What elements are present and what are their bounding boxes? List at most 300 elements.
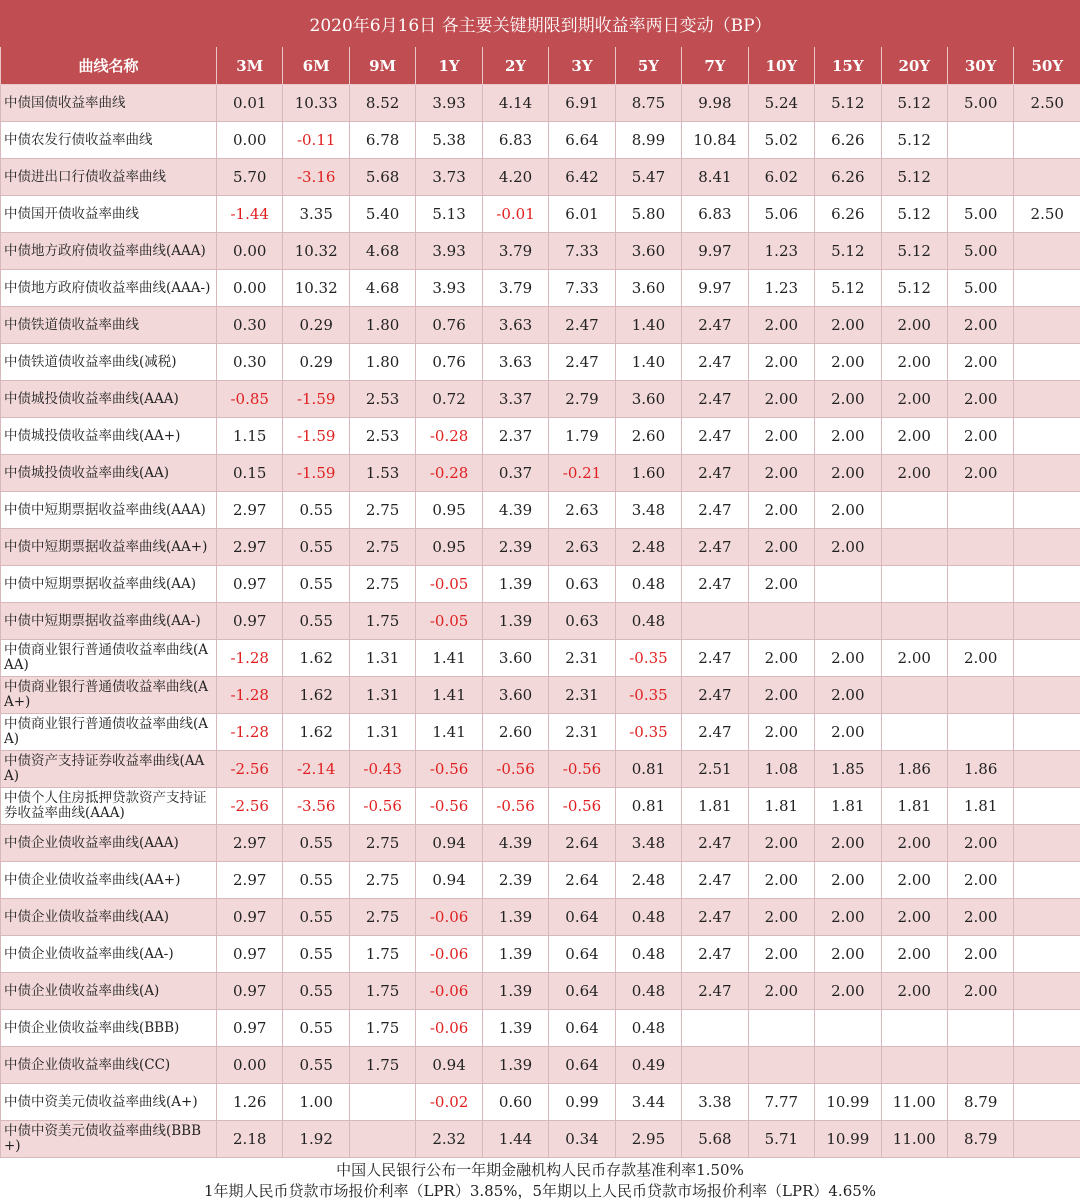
value-cell-1y: -0.56 xyxy=(416,751,482,788)
value-cell-1y: 3.73 xyxy=(416,159,482,196)
value-cell-1y: -0.06 xyxy=(416,899,482,936)
value-cell-30y xyxy=(947,492,1013,529)
value-cell-30y xyxy=(947,1047,1013,1084)
value-cell-50y xyxy=(1014,381,1080,418)
value-cell-6m: 0.55 xyxy=(283,492,349,529)
value-cell-20y xyxy=(881,603,947,640)
value-cell-1y: 3.93 xyxy=(416,270,482,307)
value-cell-9m: 1.75 xyxy=(349,973,415,1010)
value-cell-15y: 2.00 xyxy=(815,381,881,418)
value-cell-7y: 2.47 xyxy=(682,492,748,529)
value-cell-50y: 2.50 xyxy=(1014,85,1080,122)
value-cell-9m: -0.56 xyxy=(349,788,415,825)
value-cell-6m: 0.55 xyxy=(283,1047,349,1084)
table-row xyxy=(1,936,1080,973)
table-row xyxy=(1,344,1080,381)
value-cell-2y: 3.60 xyxy=(482,640,548,677)
value-cell-5y: 1.60 xyxy=(615,455,681,492)
value-cell-2y: 4.14 xyxy=(482,85,548,122)
value-cell-20y: 5.12 xyxy=(881,196,947,233)
value-cell-10y: 2.00 xyxy=(748,529,814,566)
value-cell-6m: -1.59 xyxy=(283,381,349,418)
value-cell-5y: 8.75 xyxy=(615,85,681,122)
value-cell-20y: 2.00 xyxy=(881,418,947,455)
value-cell-10y: 2.00 xyxy=(748,455,814,492)
value-cell-10y: 2.00 xyxy=(748,492,814,529)
table-row xyxy=(1,307,1080,344)
column-header-30y: 30Y xyxy=(947,47,1013,85)
curve-name-cell: 中债商业银行普通债收益率曲线(AA+) xyxy=(1,677,217,714)
value-cell-50y xyxy=(1014,418,1080,455)
value-cell-6m: 0.55 xyxy=(283,973,349,1010)
value-cell-20y: 2.00 xyxy=(881,936,947,973)
value-cell-2y: 1.44 xyxy=(482,1121,548,1158)
value-cell-20y: 11.00 xyxy=(881,1084,947,1121)
value-cell-5y: 0.48 xyxy=(615,936,681,973)
value-cell-3y: 2.47 xyxy=(549,307,615,344)
value-cell-7y: 2.47 xyxy=(682,899,748,936)
value-cell-20y: 2.00 xyxy=(881,640,947,677)
value-cell-15y: 2.00 xyxy=(815,455,881,492)
value-cell-3m: 0.15 xyxy=(217,455,283,492)
value-cell-5y: 5.47 xyxy=(615,159,681,196)
value-cell-20y: 2.00 xyxy=(881,973,947,1010)
value-cell-3m: -0.85 xyxy=(217,381,283,418)
value-cell-7y: 9.97 xyxy=(682,233,748,270)
value-cell-9m: 1.80 xyxy=(349,307,415,344)
value-cell-6m: 1.62 xyxy=(283,640,349,677)
value-cell-50y xyxy=(1014,640,1080,677)
value-cell-20y: 1.86 xyxy=(881,751,947,788)
curve-name-cell: 中债企业债收益率曲线(AA) xyxy=(1,899,217,936)
value-cell-30y xyxy=(947,529,1013,566)
value-cell-3y: 6.01 xyxy=(549,196,615,233)
value-cell-15y: 2.00 xyxy=(815,899,881,936)
value-cell-1y: 1.41 xyxy=(416,677,482,714)
value-cell-7y xyxy=(682,1047,748,1084)
value-cell-5y: 3.44 xyxy=(615,1084,681,1121)
value-cell-7y: 2.47 xyxy=(682,418,748,455)
value-cell-15y: 2.00 xyxy=(815,936,881,973)
value-cell-9m: 5.40 xyxy=(349,196,415,233)
value-cell-20y: 2.00 xyxy=(881,307,947,344)
value-cell-9m: 1.75 xyxy=(349,1010,415,1047)
value-cell-3m: 0.97 xyxy=(217,566,283,603)
table-row xyxy=(1,1084,1080,1121)
value-cell-30y: 5.00 xyxy=(947,270,1013,307)
value-cell-1y: 5.13 xyxy=(416,196,482,233)
curve-name-cell: 中债企业债收益率曲线(A) xyxy=(1,973,217,1010)
curve-name-cell: 中债商业银行普通债收益率曲线(AA) xyxy=(1,714,217,751)
value-cell-7y: 9.97 xyxy=(682,270,748,307)
value-cell-3m: -2.56 xyxy=(217,788,283,825)
table-row xyxy=(1,1121,1080,1158)
value-cell-5y: 8.99 xyxy=(615,122,681,159)
value-cell-50y xyxy=(1014,455,1080,492)
value-cell-2y: -0.56 xyxy=(482,751,548,788)
curve-name-cell: 中债中短期票据收益率曲线(AAA) xyxy=(1,492,217,529)
value-cell-30y: 2.00 xyxy=(947,936,1013,973)
value-cell-15y: 2.00 xyxy=(815,862,881,899)
column-header-row xyxy=(1,47,1080,85)
value-cell-50y xyxy=(1014,825,1080,862)
value-cell-30y: 2.00 xyxy=(947,381,1013,418)
value-cell-2y: 2.37 xyxy=(482,418,548,455)
value-cell-9m: 1.31 xyxy=(349,677,415,714)
value-cell-9m: 1.75 xyxy=(349,1047,415,1084)
column-header-1y: 1Y xyxy=(416,47,482,85)
value-cell-9m: 1.31 xyxy=(349,640,415,677)
value-cell-50y xyxy=(1014,307,1080,344)
value-cell-30y xyxy=(947,1010,1013,1047)
value-cell-2y: 1.39 xyxy=(482,899,548,936)
value-cell-5y: 0.81 xyxy=(615,788,681,825)
value-cell-15y: 6.26 xyxy=(815,159,881,196)
value-cell-5y: 5.80 xyxy=(615,196,681,233)
footnote-line: 1年期人民币贷款市场报价利率（LPR）3.85%，5年期以上人民币贷款市场报价利率（LPR）4.65% xyxy=(203,1182,877,1200)
value-cell-3y: 2.47 xyxy=(549,344,615,381)
value-cell-6m: 0.55 xyxy=(283,825,349,862)
table-row xyxy=(1,899,1080,936)
table-row xyxy=(1,714,1080,751)
value-cell-20y: 2.00 xyxy=(881,899,947,936)
value-cell-3m: -1.44 xyxy=(217,196,283,233)
value-cell-9m: 1.31 xyxy=(349,714,415,751)
value-cell-15y: 2.00 xyxy=(815,973,881,1010)
value-cell-50y xyxy=(1014,1047,1080,1084)
value-cell-2y: 1.39 xyxy=(482,936,548,973)
value-cell-5y: 3.48 xyxy=(615,825,681,862)
value-cell-6m: -1.59 xyxy=(283,455,349,492)
value-cell-2y: 1.39 xyxy=(482,603,548,640)
table-row xyxy=(1,529,1080,566)
value-cell-5y: -0.35 xyxy=(615,677,681,714)
curve-name-cell: 中债中短期票据收益率曲线(AA) xyxy=(1,566,217,603)
value-cell-3y: 2.64 xyxy=(549,862,615,899)
value-cell-2y: 2.39 xyxy=(482,529,548,566)
table-row xyxy=(1,492,1080,529)
value-cell-3m: 1.26 xyxy=(217,1084,283,1121)
value-cell-50y xyxy=(1014,677,1080,714)
value-cell-10y xyxy=(748,1010,814,1047)
value-cell-3y: -0.56 xyxy=(549,788,615,825)
table-row xyxy=(1,603,1080,640)
value-cell-2y: 4.39 xyxy=(482,825,548,862)
column-header-curve-name: 曲线名称 xyxy=(1,47,217,85)
value-cell-10y xyxy=(748,1047,814,1084)
value-cell-10y: 2.00 xyxy=(748,714,814,751)
value-cell-7y: 2.47 xyxy=(682,714,748,751)
value-cell-15y: 5.12 xyxy=(815,85,881,122)
value-cell-9m: 2.75 xyxy=(349,825,415,862)
curve-name-cell: 中债铁道债收益率曲线(减税) xyxy=(1,344,217,381)
value-cell-3m: 0.97 xyxy=(217,603,283,640)
value-cell-5y: 2.48 xyxy=(615,529,681,566)
curve-name-cell: 中债地方政府债收益率曲线(AAA) xyxy=(1,233,217,270)
value-cell-3y: 6.42 xyxy=(549,159,615,196)
value-cell-3y: 7.33 xyxy=(549,270,615,307)
curve-name-cell: 中债资产支持证券收益率曲线(AAA) xyxy=(1,751,217,788)
value-cell-10y: 2.00 xyxy=(748,381,814,418)
value-cell-3y: 0.64 xyxy=(549,899,615,936)
value-cell-30y xyxy=(947,159,1013,196)
table-row xyxy=(1,862,1080,899)
value-cell-1y: -0.56 xyxy=(416,788,482,825)
value-cell-20y xyxy=(881,492,947,529)
value-cell-50y xyxy=(1014,862,1080,899)
value-cell-30y: 2.00 xyxy=(947,973,1013,1010)
value-cell-50y xyxy=(1014,344,1080,381)
column-header-10y: 10Y xyxy=(748,47,814,85)
value-cell-3m: 0.00 xyxy=(217,233,283,270)
value-cell-6m: 0.29 xyxy=(283,344,349,381)
value-cell-6m: 1.62 xyxy=(283,677,349,714)
column-header-9m: 9M xyxy=(349,47,415,85)
value-cell-20y xyxy=(881,677,947,714)
value-cell-5y: 2.48 xyxy=(615,862,681,899)
value-cell-10y: 1.81 xyxy=(748,788,814,825)
value-cell-10y: 2.00 xyxy=(748,899,814,936)
value-cell-9m: 6.78 xyxy=(349,122,415,159)
value-cell-50y xyxy=(1014,751,1080,788)
table-title: 2020年6月16日 各主要关键期限到期收益率两日变动（BP） xyxy=(1,1,1080,47)
value-cell-2y: 0.37 xyxy=(482,455,548,492)
value-cell-5y: 0.81 xyxy=(615,751,681,788)
value-cell-9m xyxy=(349,1084,415,1121)
value-cell-3y: 0.99 xyxy=(549,1084,615,1121)
table-row xyxy=(1,233,1080,270)
value-cell-5y: 3.48 xyxy=(615,492,681,529)
value-cell-1y: 0.76 xyxy=(416,307,482,344)
value-cell-30y: 2.00 xyxy=(947,825,1013,862)
value-cell-7y: 2.47 xyxy=(682,455,748,492)
value-cell-50y xyxy=(1014,529,1080,566)
value-cell-3y: 0.64 xyxy=(549,936,615,973)
value-cell-6m: 10.32 xyxy=(283,233,349,270)
value-cell-10y: 2.00 xyxy=(748,307,814,344)
value-cell-5y: 0.48 xyxy=(615,1010,681,1047)
value-cell-10y xyxy=(748,603,814,640)
column-header-3m: 3M xyxy=(217,47,283,85)
value-cell-7y: 2.47 xyxy=(682,344,748,381)
value-cell-50y xyxy=(1014,492,1080,529)
footnote-line: 中国人民银行公布一年期金融机构人民币存款基准利率1.50% xyxy=(336,1161,744,1179)
value-cell-7y: 2.47 xyxy=(682,381,748,418)
value-cell-3m: 0.00 xyxy=(217,122,283,159)
value-cell-6m: -1.59 xyxy=(283,418,349,455)
value-cell-10y: 1.08 xyxy=(748,751,814,788)
value-cell-9m: 8.52 xyxy=(349,85,415,122)
column-header-5y: 5Y xyxy=(615,47,681,85)
value-cell-50y xyxy=(1014,1010,1080,1047)
value-cell-3y: 1.79 xyxy=(549,418,615,455)
value-cell-5y: -0.35 xyxy=(615,714,681,751)
column-header-20y: 20Y xyxy=(881,47,947,85)
value-cell-9m: 5.68 xyxy=(349,159,415,196)
table-row xyxy=(1,1047,1080,1084)
value-cell-2y: 3.79 xyxy=(482,270,548,307)
value-cell-30y: 2.00 xyxy=(947,455,1013,492)
table-row xyxy=(1,973,1080,1010)
value-cell-10y: 2.00 xyxy=(748,566,814,603)
value-cell-7y: 2.47 xyxy=(682,566,748,603)
table-row xyxy=(1,751,1080,788)
value-cell-3m: 0.97 xyxy=(217,936,283,973)
table-row xyxy=(1,1010,1080,1047)
value-cell-6m: 0.55 xyxy=(283,1010,349,1047)
value-cell-3m: 2.97 xyxy=(217,529,283,566)
value-cell-15y xyxy=(815,603,881,640)
value-cell-30y: 8.79 xyxy=(947,1084,1013,1121)
value-cell-10y: 5.06 xyxy=(748,196,814,233)
value-cell-3m: 1.15 xyxy=(217,418,283,455)
value-cell-10y: 2.00 xyxy=(748,862,814,899)
value-cell-5y: 3.60 xyxy=(615,233,681,270)
curve-name-cell: 中债城投债收益率曲线(AA+) xyxy=(1,418,217,455)
value-cell-9m: 1.75 xyxy=(349,603,415,640)
curve-name-cell: 中债铁道债收益率曲线 xyxy=(1,307,217,344)
value-cell-6m: 0.55 xyxy=(283,899,349,936)
value-cell-9m: 4.68 xyxy=(349,270,415,307)
value-cell-6m: 0.55 xyxy=(283,862,349,899)
value-cell-1y: 0.94 xyxy=(416,1047,482,1084)
value-cell-1y: 0.72 xyxy=(416,381,482,418)
value-cell-3y: 0.63 xyxy=(549,566,615,603)
table-row xyxy=(1,196,1080,233)
value-cell-6m: -2.14 xyxy=(283,751,349,788)
value-cell-3m: 0.00 xyxy=(217,270,283,307)
value-cell-3m: 0.00 xyxy=(217,1047,283,1084)
value-cell-3m: -2.56 xyxy=(217,751,283,788)
value-cell-3y: -0.21 xyxy=(549,455,615,492)
table-body xyxy=(1,85,1080,1158)
value-cell-7y: 2.47 xyxy=(682,307,748,344)
value-cell-7y: 2.47 xyxy=(682,640,748,677)
value-cell-5y: 1.40 xyxy=(615,307,681,344)
value-cell-20y xyxy=(881,1010,947,1047)
value-cell-20y: 5.12 xyxy=(881,85,947,122)
value-cell-9m: 2.75 xyxy=(349,566,415,603)
table-row xyxy=(1,640,1080,677)
value-cell-3y: 0.64 xyxy=(549,1047,615,1084)
value-cell-1y: 2.32 xyxy=(416,1121,482,1158)
value-cell-15y: 5.12 xyxy=(815,270,881,307)
column-header-7y: 7Y xyxy=(682,47,748,85)
value-cell-50y: 2.50 xyxy=(1014,196,1080,233)
value-cell-1y: -0.02 xyxy=(416,1084,482,1121)
value-cell-2y: 3.60 xyxy=(482,677,548,714)
value-cell-7y xyxy=(682,1010,748,1047)
curve-name-cell: 中债企业债收益率曲线(CC) xyxy=(1,1047,217,1084)
value-cell-15y: 1.81 xyxy=(815,788,881,825)
value-cell-3y: 6.91 xyxy=(549,85,615,122)
table-row xyxy=(1,825,1080,862)
table-row xyxy=(1,381,1080,418)
value-cell-20y: 2.00 xyxy=(881,862,947,899)
curve-name-cell: 中债企业债收益率曲线(BBB) xyxy=(1,1010,217,1047)
column-header-3y: 3Y xyxy=(549,47,615,85)
value-cell-9m: 4.68 xyxy=(349,233,415,270)
value-cell-20y: 2.00 xyxy=(881,825,947,862)
value-cell-3m: 0.30 xyxy=(217,344,283,381)
value-cell-3m: 0.97 xyxy=(217,1010,283,1047)
curve-name-cell: 中债个人住房抵押贷款资产支持证券收益率曲线(AAA) xyxy=(1,788,217,825)
value-cell-3m: 0.97 xyxy=(217,899,283,936)
value-cell-10y: 2.00 xyxy=(748,418,814,455)
value-cell-15y: 2.00 xyxy=(815,825,881,862)
value-cell-3y: 6.64 xyxy=(549,122,615,159)
value-cell-1y: -0.28 xyxy=(416,418,482,455)
value-cell-15y: 2.00 xyxy=(815,418,881,455)
column-header-2y: 2Y xyxy=(482,47,548,85)
value-cell-30y: 1.81 xyxy=(947,788,1013,825)
value-cell-6m: -3.56 xyxy=(283,788,349,825)
value-cell-2y: 0.60 xyxy=(482,1084,548,1121)
value-cell-3y: 2.31 xyxy=(549,714,615,751)
value-cell-50y xyxy=(1014,788,1080,825)
value-cell-10y: 6.02 xyxy=(748,159,814,196)
table-row xyxy=(1,85,1080,122)
value-cell-3m: 2.97 xyxy=(217,825,283,862)
value-cell-1y: -0.06 xyxy=(416,936,482,973)
value-cell-2y: 3.63 xyxy=(482,307,548,344)
value-cell-3m: -1.28 xyxy=(217,714,283,751)
value-cell-6m: 1.00 xyxy=(283,1084,349,1121)
value-cell-3m: 2.97 xyxy=(217,862,283,899)
value-cell-50y xyxy=(1014,1121,1080,1158)
value-cell-15y xyxy=(815,1047,881,1084)
column-header-15y: 15Y xyxy=(815,47,881,85)
value-cell-2y: 1.39 xyxy=(482,973,548,1010)
value-cell-3m: 0.30 xyxy=(217,307,283,344)
value-cell-10y: 1.23 xyxy=(748,233,814,270)
value-cell-5y: 2.95 xyxy=(615,1121,681,1158)
value-cell-3y: 2.31 xyxy=(549,640,615,677)
value-cell-10y: 2.00 xyxy=(748,344,814,381)
table-row xyxy=(1,677,1080,714)
value-cell-1y: -0.06 xyxy=(416,973,482,1010)
value-cell-30y: 8.79 xyxy=(947,1121,1013,1158)
value-cell-5y: 0.48 xyxy=(615,973,681,1010)
value-cell-3m: -1.28 xyxy=(217,677,283,714)
value-cell-30y: 1.86 xyxy=(947,751,1013,788)
value-cell-7y: 10.84 xyxy=(682,122,748,159)
table-row xyxy=(1,566,1080,603)
value-cell-3y: 0.64 xyxy=(549,1010,615,1047)
value-cell-9m: 1.75 xyxy=(349,936,415,973)
value-cell-9m: 1.53 xyxy=(349,455,415,492)
table-row xyxy=(1,270,1080,307)
value-cell-20y xyxy=(881,529,947,566)
value-cell-15y: 2.00 xyxy=(815,640,881,677)
value-cell-3y: 2.31 xyxy=(549,677,615,714)
value-cell-7y: 2.47 xyxy=(682,936,748,973)
value-cell-30y xyxy=(947,122,1013,159)
value-cell-3y: 2.79 xyxy=(549,381,615,418)
value-cell-2y: 4.39 xyxy=(482,492,548,529)
curve-name-cell: 中债中资美元债收益率曲线(BBB+) xyxy=(1,1121,217,1158)
value-cell-15y: 5.12 xyxy=(815,233,881,270)
curve-name-cell: 中债中短期票据收益率曲线(AA+) xyxy=(1,529,217,566)
value-cell-50y xyxy=(1014,159,1080,196)
curve-name-cell: 中债城投债收益率曲线(AAA) xyxy=(1,381,217,418)
value-cell-6m: 3.35 xyxy=(283,196,349,233)
value-cell-5y: -0.35 xyxy=(615,640,681,677)
value-cell-7y: 8.41 xyxy=(682,159,748,196)
value-cell-7y: 2.47 xyxy=(682,529,748,566)
value-cell-1y: 0.95 xyxy=(416,529,482,566)
value-cell-3y: 0.64 xyxy=(549,973,615,1010)
